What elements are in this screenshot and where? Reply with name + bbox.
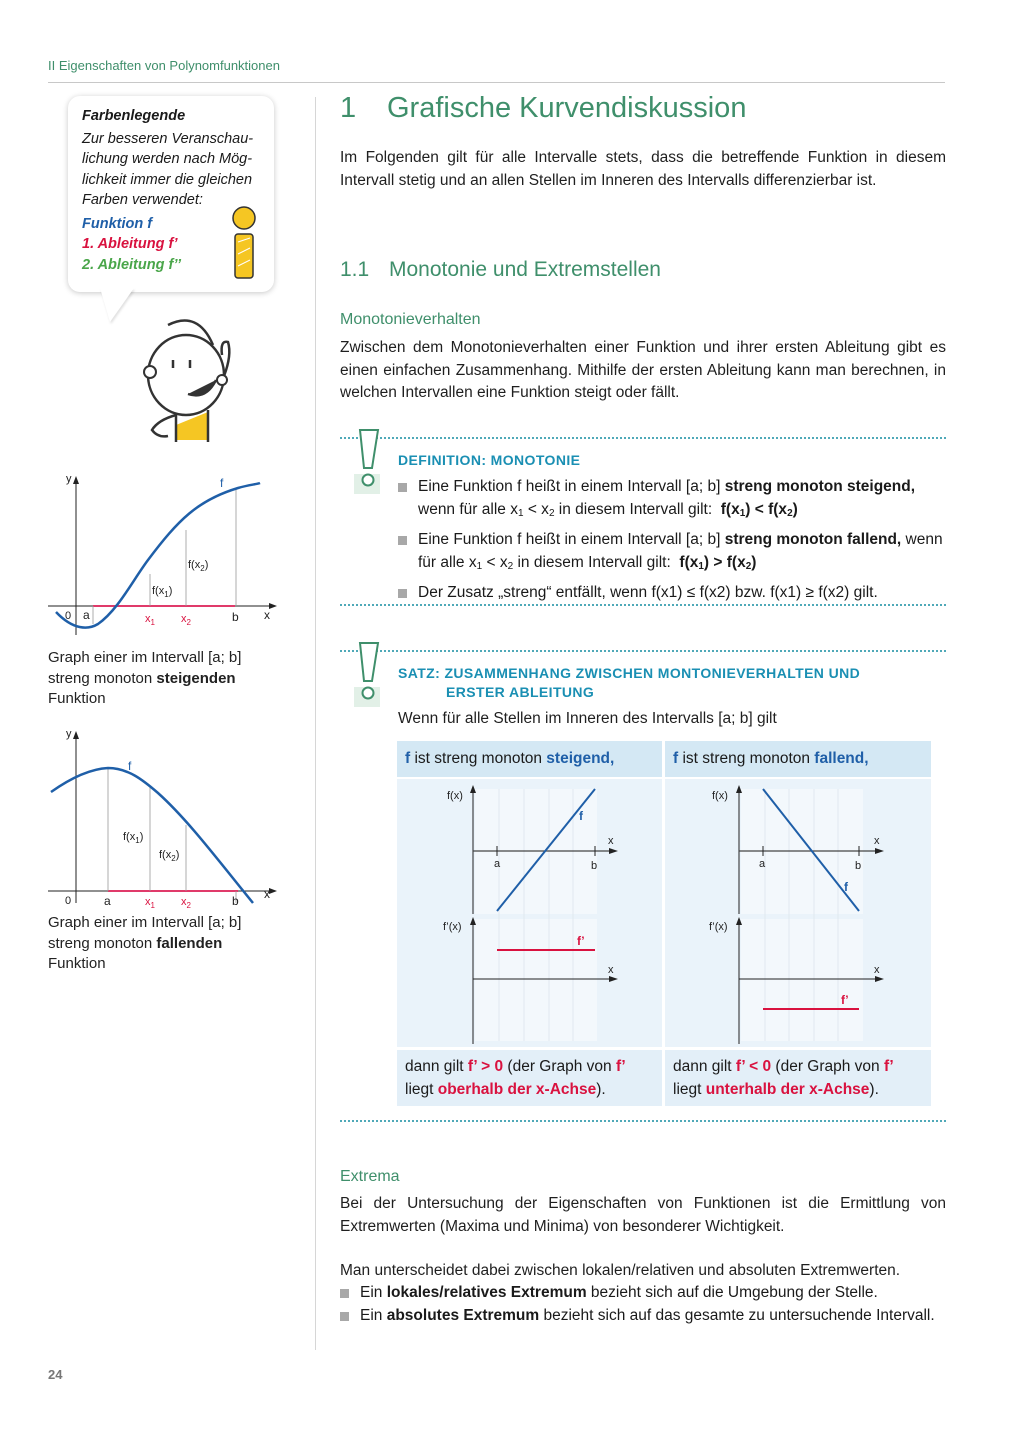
x-axis-label: x: [264, 887, 270, 901]
svg-text:f(x): f(x): [447, 790, 463, 802]
svg-text:f: f: [579, 809, 583, 823]
header-rule: [48, 82, 945, 83]
satz-condition: Wenn für alle Stellen im Inneren des Intervalls [a; b] gilt: [398, 710, 777, 727]
list-item: Eine Funktion f heißt in einem Intervall [a; b] streng monoton steigend, wenn für alle $x_1 < x_2$ in diesem Intervall gilt: $f(x_1) < f(x_2)$: [398, 476, 948, 525]
legend-line: Farben verwendet:: [82, 192, 203, 208]
a-label: a: [104, 894, 111, 908]
intro-paragraph: Im Folgenden gilt für alle Intervalle stets, dass die betreffende Funktion in diesem Intervall stetig und an allen Stellen im Inneren des Intervalls differenzierbar ist.: [340, 149, 946, 189]
b-label: b: [232, 894, 239, 908]
graph-decreasing-derivative-negative: [665, 779, 931, 1047]
graph-increasing-function: [48, 470, 280, 640]
f-label: f: [220, 476, 224, 490]
svg-text:f’: f’: [577, 934, 585, 948]
figure2-caption: Graph einer im Intervall [a; b] streng monoton fallenden Funktion: [48, 914, 242, 972]
exclamation-icon: [352, 428, 386, 496]
extrema-paragraph-2: Man unterscheidet dabei zwischen lokalen/relativen und absoluten Extremwerten.: [340, 1262, 901, 1279]
legend-item-first-derivative: 1. Ableitung f’: [82, 236, 178, 252]
monotonie-paragraph: Zwischen dem Monotonieverhalten einer Funktion und ihrer ersten Ableitung gibt es einen einfachen Zusammenhang. Mithilfe der ersten Ableitung kann man berechnen, in welchen Intervallen eine Funktion steigt oder fällt.: [340, 339, 946, 401]
legend-line: lichkeit immer die gleichen: [82, 171, 253, 188]
figure1-caption: Graph einer im Intervall [a; b] streng monoton steigenden Funktion: [48, 649, 242, 707]
y-axis-label: y: [66, 473, 72, 485]
legend-item-second-derivative: 2. Ableitung f’’: [82, 256, 182, 273]
origin-label: 0: [65, 895, 72, 907]
graph-cell-decreasing: [665, 779, 931, 1047]
fx2-label: $f(x_2)$: [188, 559, 209, 573]
y-axis-label: y: [66, 728, 72, 740]
svg-text:f: f: [844, 880, 848, 894]
list-item: Ein lokales/relatives Extremum bezieht sich auf die Umgebung der Stelle.: [340, 1282, 946, 1305]
chapter-number: 1: [340, 92, 357, 124]
legend-line: lichung werden nach Mög-: [82, 151, 253, 167]
table-header-increasing: f ist streng monoton steigend,: [397, 741, 662, 777]
svg-text:x: x: [874, 835, 880, 847]
section-title: 1.1 Monotonie und Extremstellen: [340, 258, 661, 281]
svg-text:x: x: [608, 964, 614, 976]
x1-label: $x_1$: [145, 896, 155, 910]
x2-label: $x_2$: [181, 896, 191, 910]
f-label: f: [128, 759, 132, 773]
list-item: Ein absolutes Extremum bezieht sich auf das gesamte zu untersuchende Intervall.: [340, 1305, 946, 1328]
a-label: a: [83, 608, 90, 622]
svg-text:b: b: [855, 860, 862, 872]
list-item: Der Zusatz „streng“ entfällt, wenn f(x1) ≤ f(x2) bzw. f(x1) ≥ f(x2) gilt.: [398, 582, 948, 605]
svg-text:a: a: [494, 858, 501, 870]
exclamation-icon: [352, 641, 386, 709]
graph-cell-increasing: [397, 779, 662, 1047]
list-item: Eine Funktion f heißt in einem Intervall [a; b] streng monoton fallend, wenn für alle $x_1 < x_2$ in diesem Intervall gilt: $f(x_1) > f(x_2)$: [398, 529, 948, 578]
formula-decreasing: $f(x_1) > f(x_2)$: [675, 553, 757, 572]
page-number: 24: [48, 1367, 63, 1382]
mascot-illustration: [128, 300, 238, 445]
info-i-icon: [228, 206, 260, 280]
definition-bottom-divider: [340, 604, 946, 606]
definition-title: DEFINITION: MONOTONIE: [398, 452, 581, 468]
legend-title: Farbenlegende: [82, 108, 186, 124]
section-number: 1.1: [340, 258, 370, 281]
svg-text:f’(x): f’(x): [443, 921, 462, 933]
extrema-paragraph-1: Bei der Untersuchung der Eigenschaften von Funktionen ist die Ermittlung von Extremwerten (Maxima und Minima) von besonderer Wichtigkeit.: [340, 1195, 946, 1235]
subsection-title-monotonie: Monotonieverhalten: [340, 311, 481, 328]
table-footer-increasing: dann gilt f’ > 0 (der Graph von f’ liegt oberhalb der x-Achse).: [397, 1050, 662, 1106]
definition-list: [398, 476, 948, 609]
table-header-decreasing: f ist streng monoton fallend,: [665, 741, 931, 777]
x-axis-label: x: [264, 608, 270, 622]
column-divider: [315, 97, 316, 1350]
formula-increasing: $f(x_1) < f(x_2)$: [716, 500, 798, 519]
origin-label: 0: [65, 610, 72, 622]
extrema-list: [340, 1282, 946, 1331]
svg-text:f’: f’: [841, 993, 849, 1007]
b-label: b: [232, 610, 239, 624]
svg-text:f(x): f(x): [712, 790, 728, 802]
satz-bottom-divider: [340, 1120, 946, 1122]
satz-table: [397, 741, 931, 1106]
chapter-title: 1 Grafische Kurvendiskussion: [340, 92, 747, 124]
svg-text:a: a: [759, 858, 766, 870]
definition-top-divider: [340, 437, 946, 439]
graph-increasing-derivative-positive: [397, 779, 662, 1047]
running-head: II Eigenschaften von Polynomfunktionen: [48, 58, 280, 73]
subsection-title-extrema: Extrema: [340, 1168, 400, 1185]
fx1-label: $f(x_1)$: [152, 585, 173, 599]
x2-label: $x_2$: [181, 613, 191, 627]
x1-label: $x_1$: [145, 613, 155, 627]
legend-item-function: Funktion f: [82, 215, 153, 232]
svg-text:b: b: [591, 860, 598, 872]
fx2-label: $f(x_2)$: [159, 849, 180, 863]
satz-top-divider: [340, 650, 946, 652]
graph-decreasing-function: [48, 725, 280, 910]
svg-text:x: x: [608, 835, 614, 847]
satz-title: SATZ: ZUSAMMENHANG ZWISCHEN MONTONIEVERHALTEN UND ERSTER ABLEITUNG: [398, 665, 861, 700]
svg-text:f’(x): f’(x): [709, 921, 728, 933]
svg-text:x: x: [874, 964, 880, 976]
fx1-label: $f(x_1)$: [123, 831, 144, 845]
table-footer-decreasing: dann gilt f’ < 0 (der Graph von f’ liegt unterhalb der x-Achse).: [665, 1050, 931, 1106]
legend-line: Zur besseren Veranschau-: [82, 130, 254, 147]
color-legend-bubble: [68, 96, 274, 292]
